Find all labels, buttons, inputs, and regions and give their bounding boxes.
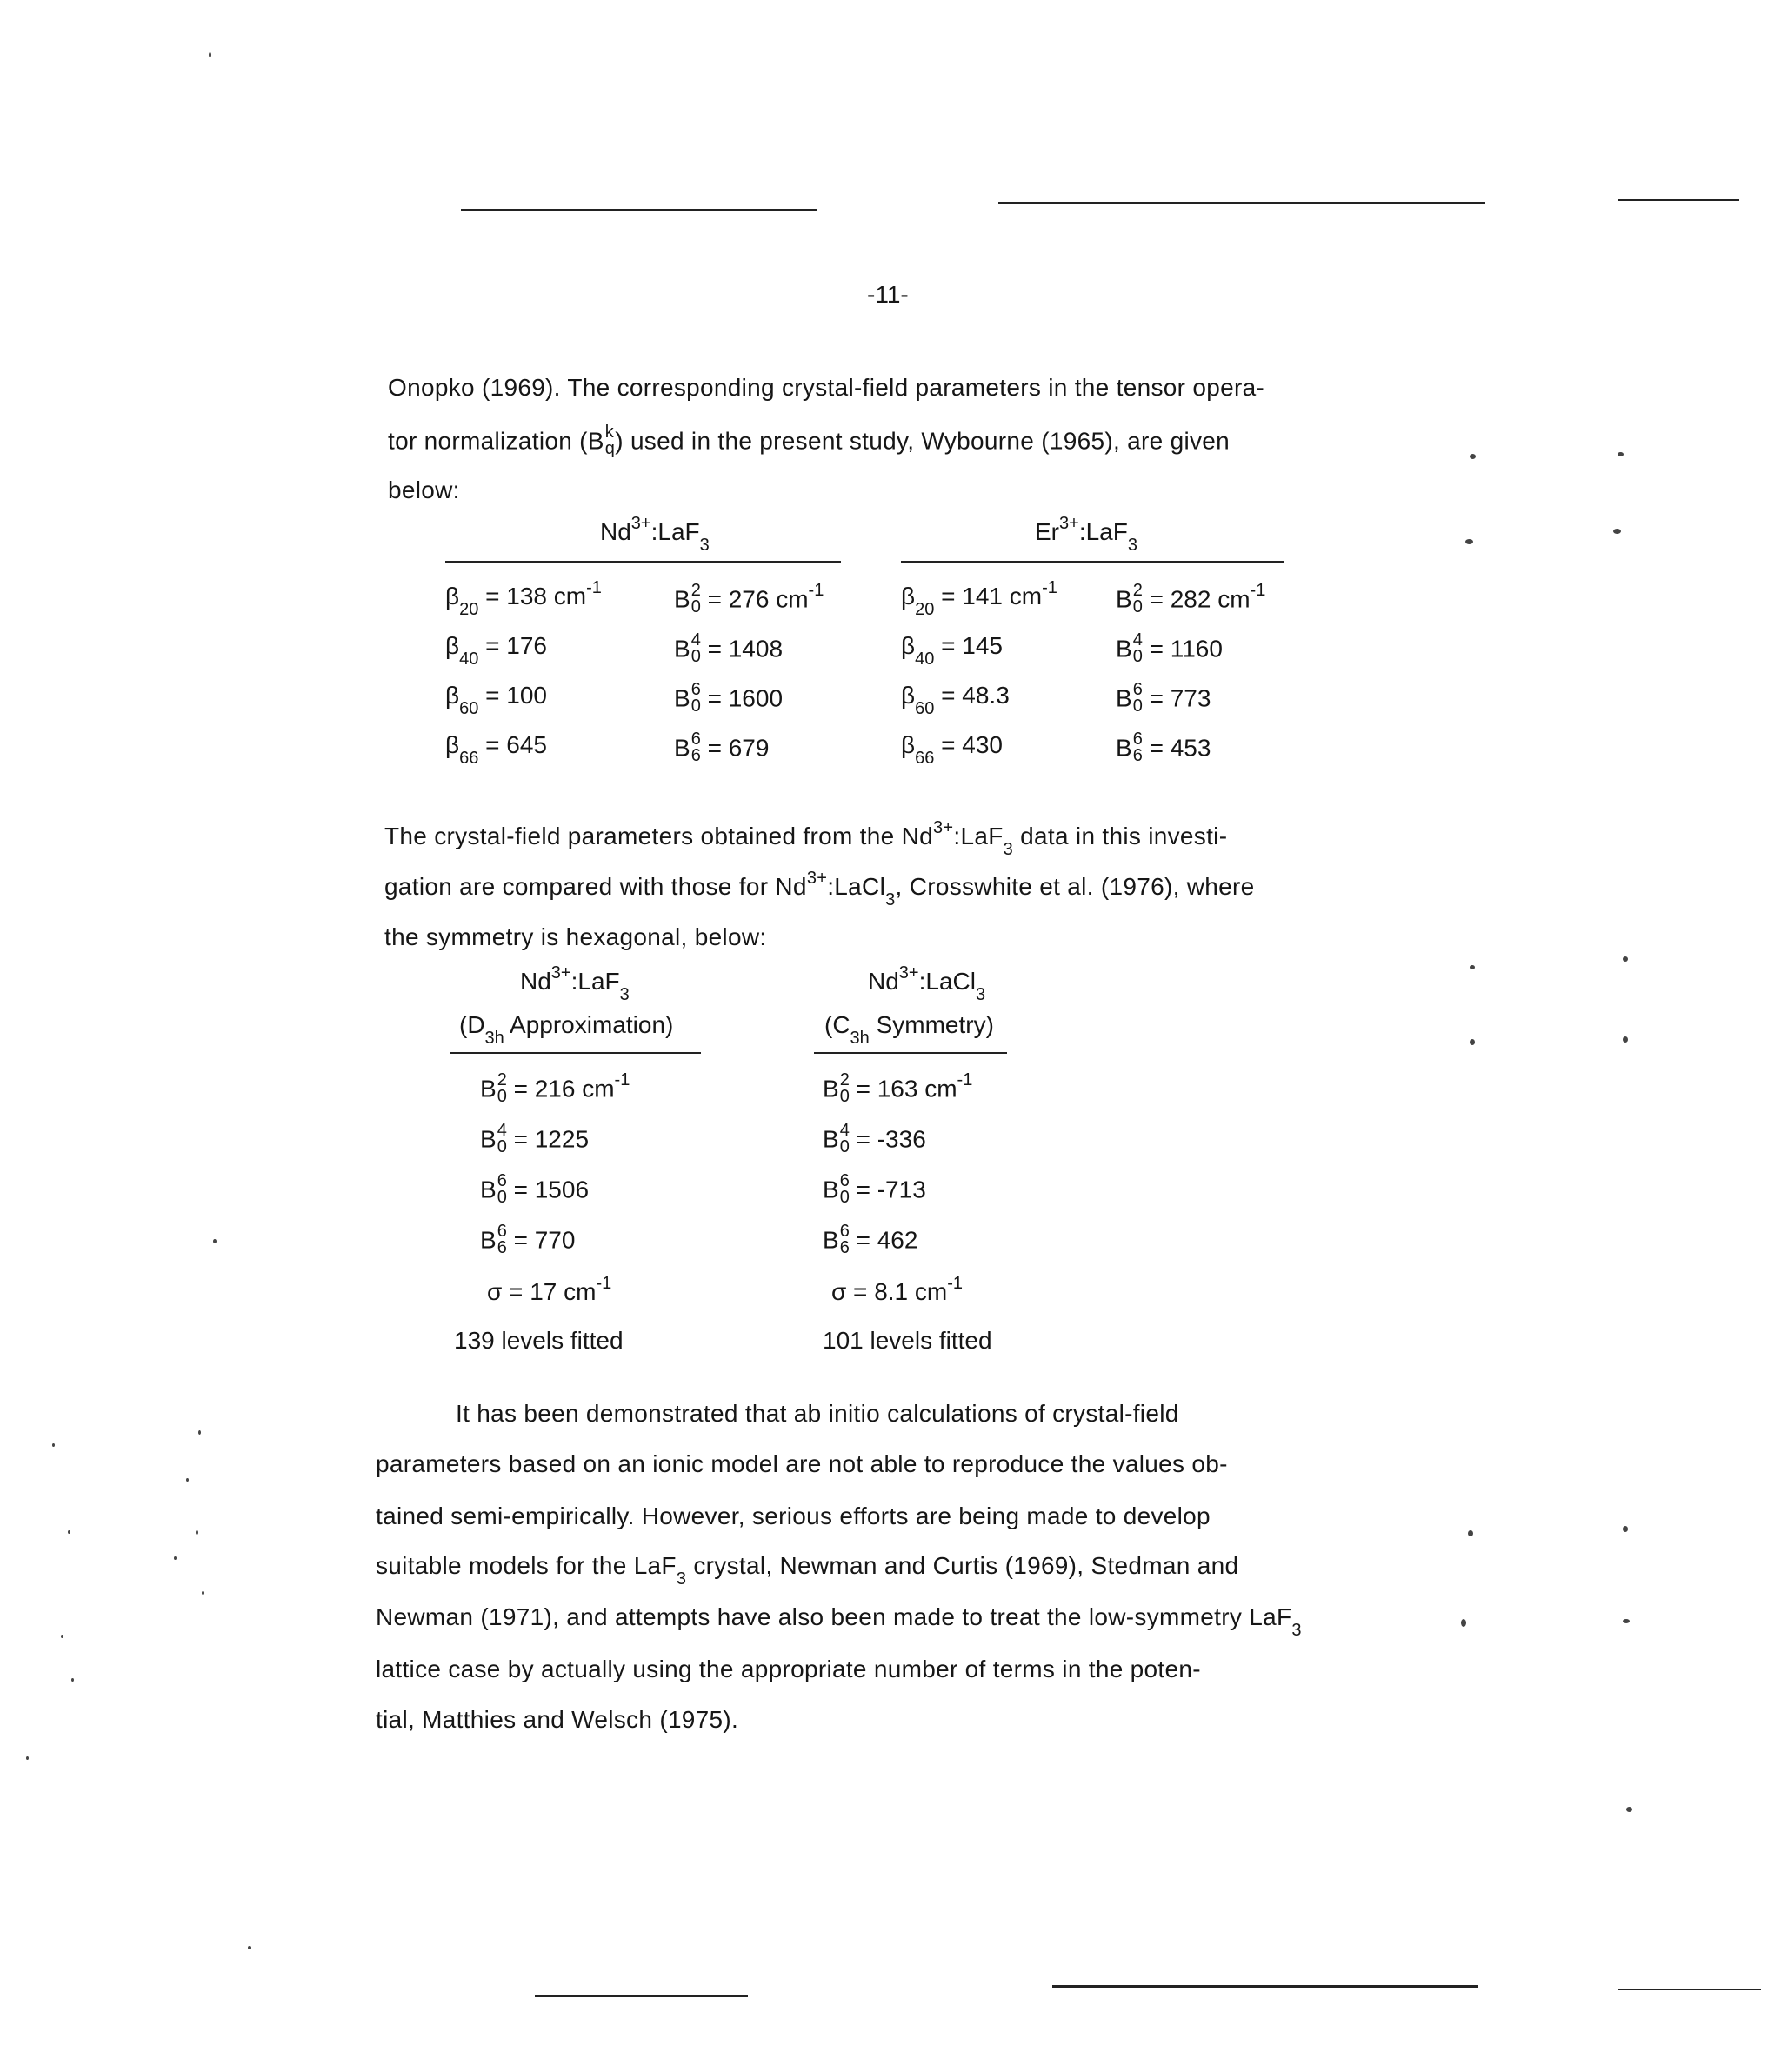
parameter-value: = 1160 — [1142, 635, 1223, 663]
parameter-value: = 176 — [478, 632, 547, 659]
parameter-value: = 163 cm — [849, 1075, 957, 1103]
b-parameter-row — [674, 730, 770, 766]
beta-parameter-row: $\beta_{20} = 141$ $cm^{-1}$ — [901, 578, 1057, 619]
closing-line-2: parameters based on an ionic model are not able to reproduce the values ob- — [376, 1450, 1228, 1477]
closing-line-4: suitable models for the LaF$_3$ crystal, Newman and Curtis (1969), Stedman and — [376, 1552, 1239, 1589]
parameter-value: = 48.3 — [934, 682, 1010, 709]
table2-right-title: $Nd^{3+}:LaCl_3$ — [868, 963, 986, 1004]
beta-parameter-row: $\beta_{60} = 100$ — [445, 682, 547, 718]
scan-speck — [248, 1946, 251, 1949]
scan-speck — [26, 1756, 29, 1760]
scan-speck — [1461, 1619, 1466, 1627]
scan-speck — [1626, 1807, 1632, 1812]
b-parameter-row — [1116, 630, 1223, 667]
page-number: -11- — [867, 281, 909, 308]
scan-speck — [68, 1530, 70, 1534]
parameter-value: = 145 — [934, 632, 1003, 659]
b-k-q-symbol: B 6 6 — [1116, 730, 1143, 765]
b-parameter-row — [480, 1222, 576, 1258]
scan-speck — [61, 1635, 63, 1638]
middle-line-1: The crystal-field parameters obtained from the $Nd^{3+}:LaF_3$ data in this investi- — [384, 818, 1228, 859]
b-k-q-symbol: B 6 6 — [480, 1222, 507, 1257]
beta-parameter-row: $\beta_{40} = 145$ — [901, 632, 1003, 669]
b-k-q-symbol: B 6 0 — [674, 680, 701, 716]
b-parameter-row — [480, 1171, 590, 1208]
b-k-q-symbol: B 2 0 — [823, 1070, 850, 1106]
scan-speck — [1465, 539, 1473, 544]
scan-speck — [71, 1678, 74, 1682]
parameter-value: = 645 — [478, 731, 547, 758]
b-k-q-symbol: B 6 0 — [823, 1171, 850, 1207]
table1-er-title: $Er^{3+}:LaF_3$ — [1035, 514, 1137, 555]
b-k-q-symbol: B 4 0 — [1116, 630, 1143, 666]
b-parameter-row — [674, 680, 784, 716]
table1-nd-rule — [445, 561, 841, 563]
b-parameter-row — [674, 630, 784, 667]
b-parameter-row: B 2 0 = 163 $cm^{-1}$ — [823, 1070, 973, 1106]
b-parameter-row: B 2 0 = 276 $cm^{-1}$ — [674, 581, 824, 616]
b-k-q-symbol: B 6 0 — [1116, 680, 1143, 716]
scan-speck — [1623, 1526, 1628, 1532]
parameter-value: = 773 — [1142, 684, 1211, 712]
beta-parameter-row: $\beta_{20} = 138$ $cm^{-1}$ — [445, 578, 602, 619]
scan-rule-bottom-middle — [1052, 1985, 1478, 1988]
b-k-q-symbol: B 4 0 — [480, 1121, 507, 1156]
parameter-value: = 453 — [1142, 734, 1211, 762]
scan-speck — [1618, 452, 1624, 456]
scan-speck — [196, 1530, 198, 1535]
b-k-q-symbol: B 4 0 — [823, 1121, 850, 1156]
table2-right-sigma: σ = 8.1 $cm^{-1}$ — [831, 1274, 964, 1305]
b-k-q-symbol: B 2 0 — [480, 1070, 507, 1106]
b-parameter-row: B 2 0 = 282 $cm^{-1}$ — [1116, 581, 1266, 616]
intro-line-3: below: — [388, 476, 460, 503]
b-k-q-symbol: B 2 0 — [1116, 581, 1143, 616]
table2-right-subtitle: ($C_{3h}$ Symmetry) — [824, 1011, 994, 1048]
closing-line-3: tained semi-empirically. However, serious efforts are being made to develop — [376, 1502, 1211, 1529]
scan-rule-top-middle — [998, 202, 1485, 204]
scan-speck — [1468, 1530, 1473, 1536]
b-k-q-symbol: B 6 6 — [674, 730, 701, 765]
b-k-q-symbol: B 6 6 — [823, 1222, 850, 1257]
scan-speck — [1470, 965, 1475, 969]
b-parameter-row — [823, 1222, 918, 1258]
scan-speck — [1623, 1036, 1628, 1043]
bkq-symbol: B k q — [587, 423, 616, 458]
intro-line-1: Onopko (1969). The corresponding crystal-field parameters in the tensor opera- — [388, 374, 1265, 401]
scan-speck — [209, 52, 211, 57]
parameter-value: = 770 — [506, 1226, 576, 1254]
closing-line-7: tial, Matthies and Welsch (1975). — [376, 1706, 739, 1733]
intro-line-2-rest: used in the present study, Wybourne (1965), are given — [630, 427, 1231, 455]
closing-line-6: lattice case by actually using the appropriate number of terms in the poten- — [376, 1656, 1201, 1682]
beta-parameter-row: $\beta_{66} = 430$ — [901, 731, 1003, 768]
b-k-q-symbol: B 4 0 — [674, 630, 701, 666]
beta-parameter-row: $\beta_{60} = 48.3$ — [901, 682, 1010, 718]
b-k-q-symbol: B 2 0 — [674, 581, 701, 616]
scan-speck — [1470, 454, 1476, 459]
parameter-value: = 1506 — [506, 1176, 590, 1203]
parameter-value: = 462 — [849, 1226, 918, 1254]
parameter-value: = 1225 — [506, 1125, 590, 1153]
b-parameter-row: B 2 0 = 216 $cm^{-1}$ — [480, 1070, 630, 1106]
parameter-value: = 276 cm — [700, 585, 809, 613]
parameter-value: = 282 cm — [1142, 585, 1251, 613]
parameter-value: = 138 cm — [478, 583, 587, 610]
table2-right-fitted: 101 levels fitted — [823, 1327, 992, 1354]
scan-speck — [202, 1591, 204, 1595]
scan-speck — [198, 1430, 201, 1435]
parameter-value: = -713 — [849, 1176, 926, 1203]
beta-parameter-row: $\beta_{40} = 176$ — [445, 632, 547, 669]
scan-speck — [1470, 1039, 1475, 1045]
table2-left-subtitle: ($D_{3h}$ Approximation) — [459, 1011, 674, 1048]
middle-line-2: gation are compared with those for $Nd^{3+}:LaCl_3$, Crosswhite et al. (1976), where — [384, 869, 1255, 909]
scan-speck — [174, 1556, 177, 1560]
scan-speck — [52, 1443, 55, 1447]
middle-line-3: the symmetry is hexagonal, below: — [384, 923, 767, 950]
table2-right-rule — [814, 1052, 1007, 1054]
scan-speck — [1623, 956, 1628, 962]
table1-nd-title: $Nd^{3+}:LaF_3$ — [600, 514, 710, 555]
b-k-q-symbol: B 6 0 — [480, 1171, 507, 1207]
b-parameter-row — [1116, 680, 1211, 716]
b-parameter-row — [823, 1171, 926, 1208]
parameter-value: = -336 — [849, 1125, 926, 1153]
table2-left-fitted: 139 levels fitted — [454, 1327, 624, 1354]
intro-line-2: tor normalization (B k q ) used in the present study, Wybourne (1965), are given — [388, 423, 1231, 458]
table2-left-title: $Nd^{3+}:LaF_3$ — [520, 963, 630, 1004]
beta-parameter-row: $\beta_{66} = 645$ — [445, 731, 547, 768]
parameter-value: = 1408 — [700, 635, 784, 663]
scan-speck — [213, 1239, 217, 1243]
b-parameter-row — [480, 1121, 590, 1157]
scan-rule-top-right — [1618, 199, 1739, 201]
scan-rule-bottom-left — [535, 1995, 748, 1997]
parameter-value: = 216 cm — [506, 1075, 615, 1103]
closing-line-5: Newman (1971), and attempts have also been made to treat the low-symmetry LaF$_3$ — [376, 1603, 1302, 1640]
table2-left-sigma: σ = 17 $cm^{-1}$ — [487, 1274, 612, 1305]
scan-speck — [1623, 1619, 1630, 1623]
scan-speck — [186, 1478, 189, 1482]
parameter-value: = 430 — [934, 731, 1003, 758]
scan-rule-bottom-right — [1618, 1989, 1761, 1990]
parameter-value: = 100 — [478, 682, 547, 709]
parameter-value: = 679 — [700, 734, 770, 762]
scan-rule-top-left — [461, 209, 817, 211]
closing-line-1: It has been demonstrated that ab initio calculations of crystal-field — [456, 1400, 1179, 1427]
b-parameter-row — [1116, 730, 1211, 766]
scan-speck — [1613, 529, 1621, 534]
table2-left-rule — [450, 1052, 701, 1054]
intro-line-2-prefix: tor normalization ( — [388, 427, 588, 455]
b-parameter-row — [823, 1121, 926, 1157]
table1-er-rule — [901, 561, 1284, 563]
parameter-value: = 141 cm — [934, 583, 1043, 610]
parameter-value: = 1600 — [700, 684, 784, 712]
